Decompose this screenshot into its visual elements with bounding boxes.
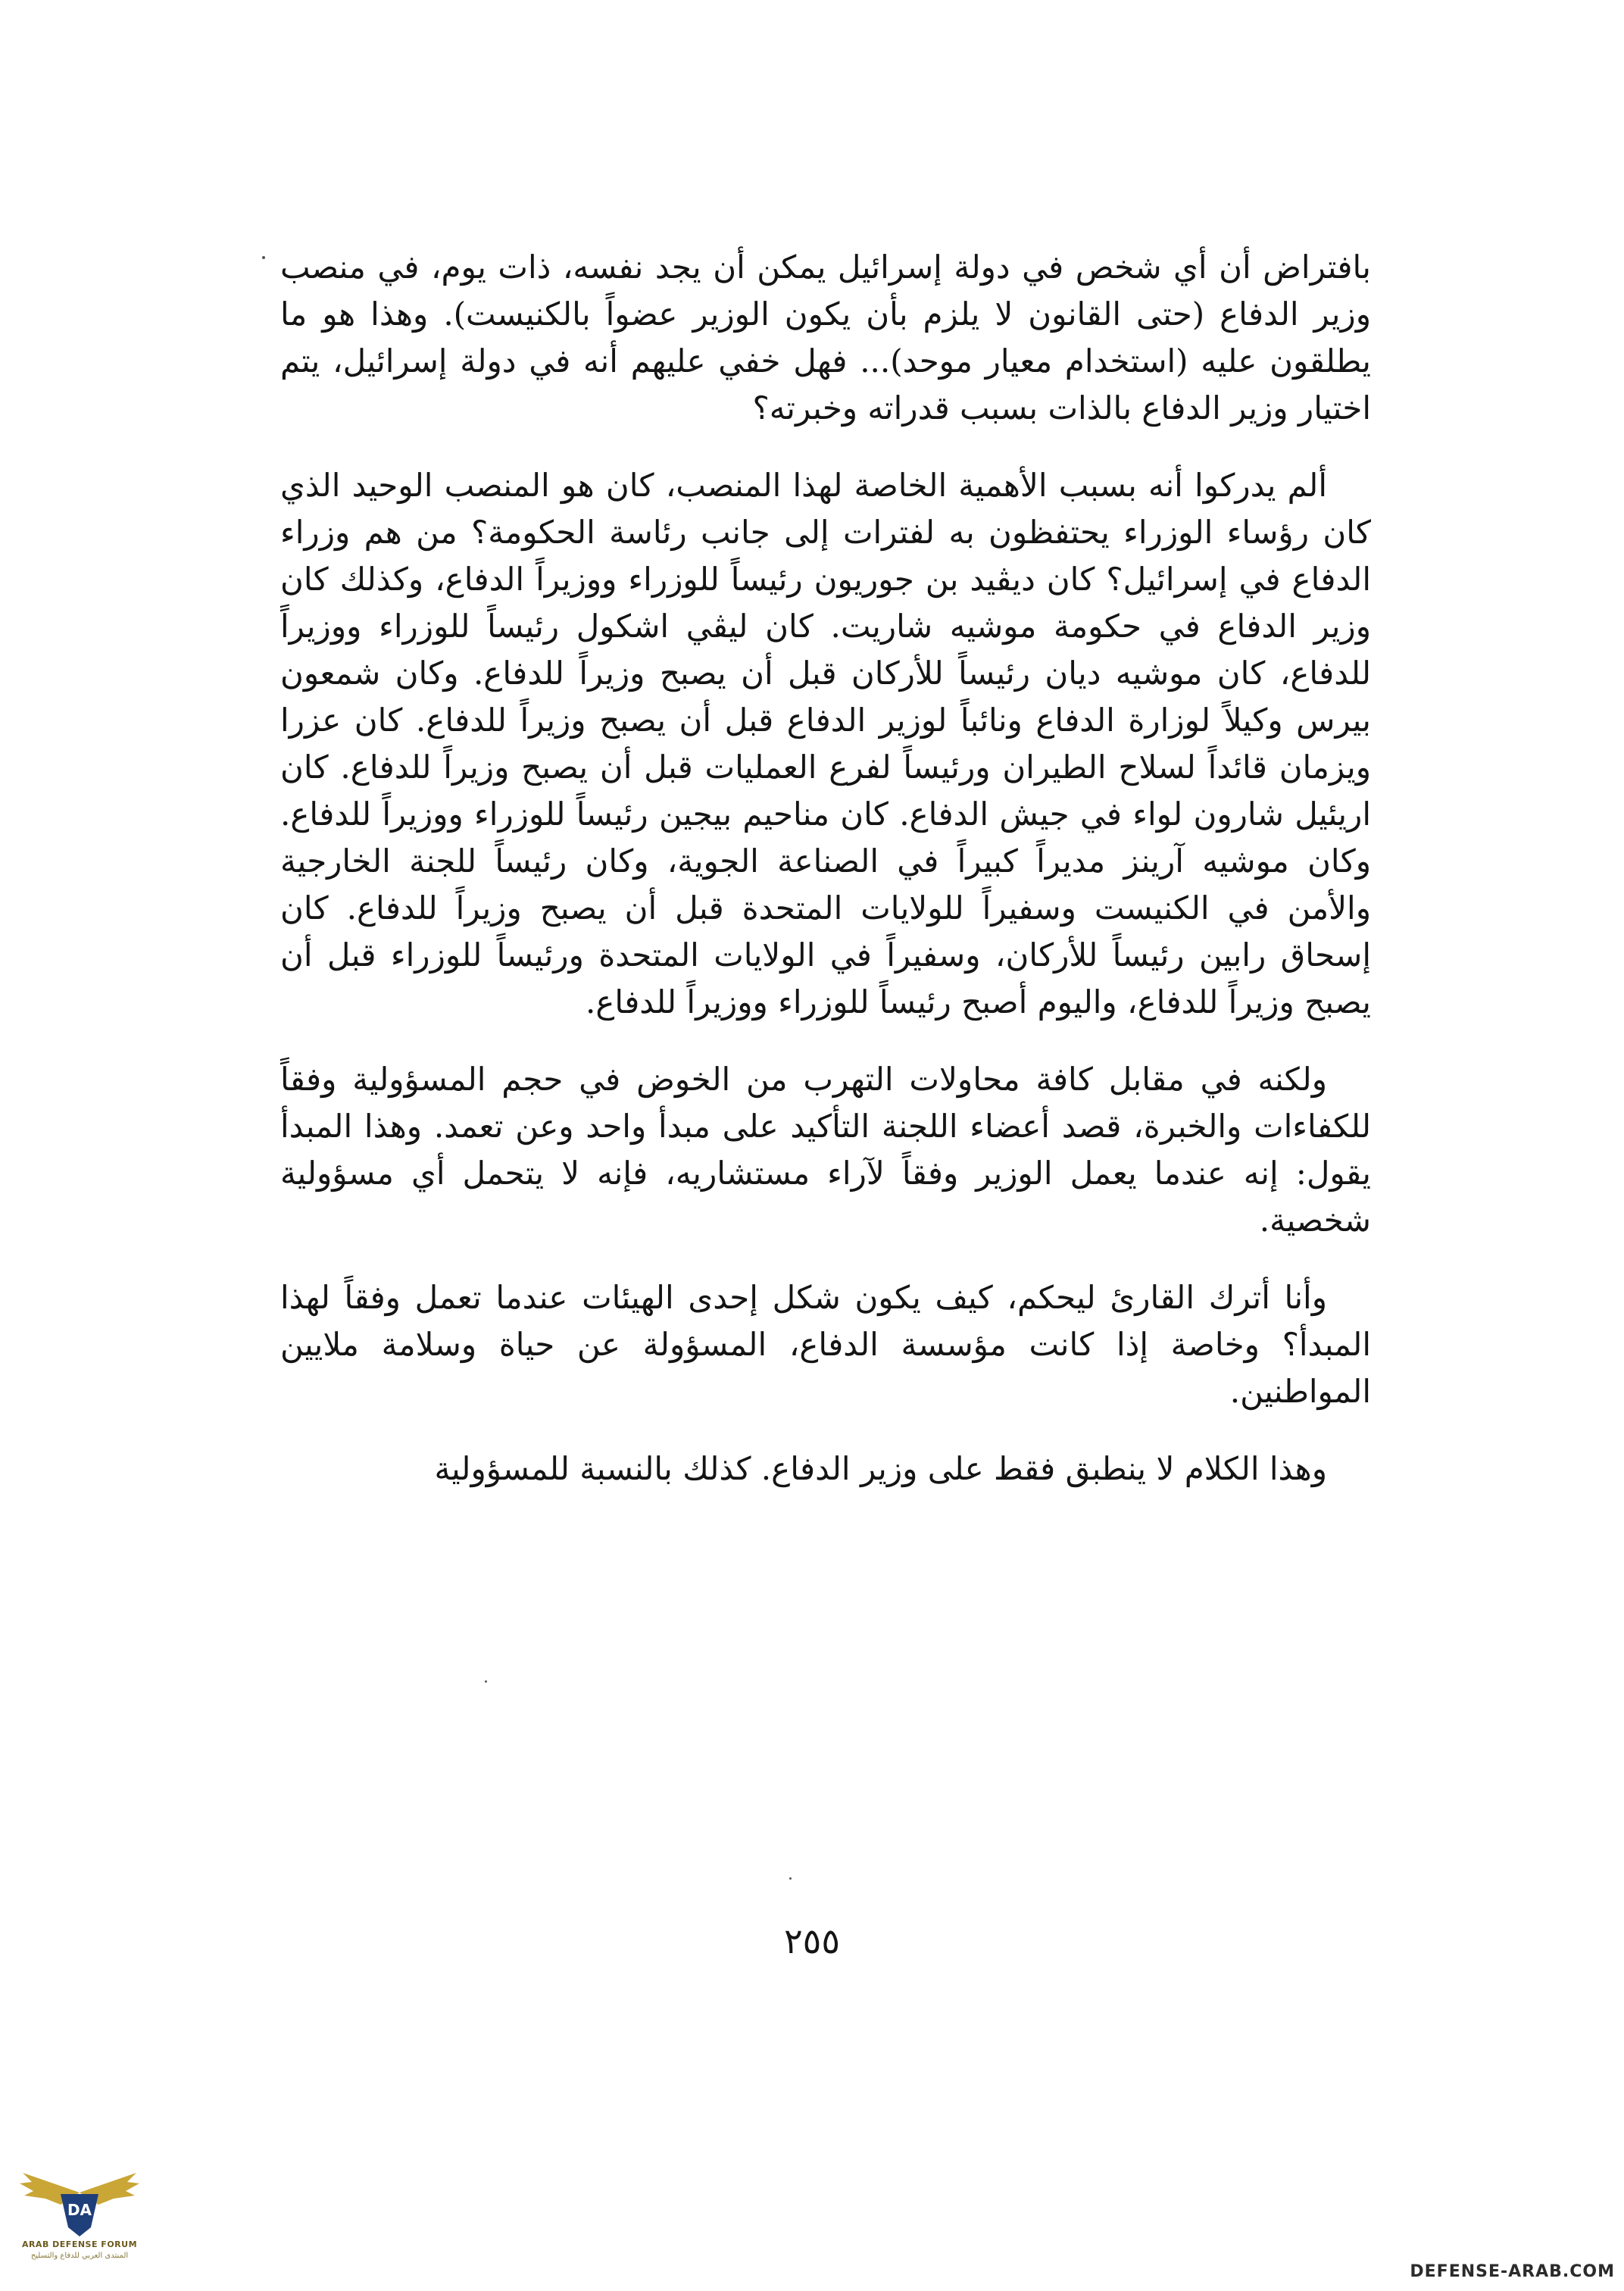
winged-emblem-icon (15, 2167, 144, 2239)
paragraph-4: وأنا أترك القارئ ليحكم، كيف يكون شكل إحدى الهيئات عندما تعمل وفقاً لهذا المبدأ؟ وخاصة إذا كانت مؤسسة الدفاع، المسؤولة عن حياة وسلامة ملايين المواطنين. (280, 1279, 1371, 1410)
page-number: ٢٥٥ (783, 1921, 841, 1961)
logo-title: ARAB DEFENSE FORUM (21, 2239, 138, 2249)
paragraph-3: ولكنه في مقابل كافة محاولات التهرب من الخوض في حجم المسؤولية وفقاً للكفاءات والخبرة، قصد أعضاء اللجنة التأكيد على مبدأ واحد وعن تعمد. وهذا المبدأ يقول: إنه عندما يعمل الوزير وفقاً لآراء مستشاريه، فإنه لا يتحمل أي مسؤولية شخصية. (280, 1061, 1371, 1239)
scan-speck (789, 1877, 792, 1880)
page-body (280, 244, 1371, 1523)
paragraph-1: بافتراض أن أي شخص في دولة إسرائيل يمكن أن يجد نفسه، ذات يوم، في منصب وزير الدفاع (حتى القانون لا يلزم بأن يكون الوزير عضواً بالكنيست). وهذا هو ما يطلقون عليه (استخدام معيار موحد)... فهل خفي عليهم أنه في دولة إسرائيل، يتم اختيار وزير الدفاع بالذات بسبب قدراته وخبرته؟ (280, 248, 1371, 427)
scan-speck (485, 1680, 487, 1683)
paragraph-2: ألم يدركوا أنه بسبب الأهمية الخاصة لهذا المنصب، كان هو المنصب الوحيد الذي كان رؤساء الوزراء يحتفظون به لفترات إلى جانب رئاسة الحكومة؟ من هم وزراء الدفاع في إسرائيل؟ كان ديڤيد بن جوريون رئيساً للوزراء ووزيراً الدفاع، وكذلك كان وزير الدفاع في حكومة موشيه شاريت. كان ليڤي اشكول رئيساً للوزراء ووزيراً للدفاع، كان موشيه ديان رئيساً للأركان قبل أن يصبح وزيراً للدفاع. وكان شمعون بيرس وكيلاً لوزارة الدفاع ونائباً لوزير الدفاع قبل أن يصبح وزيراً للدفاع. كان عزرا ويزمان قائداً لسلاح الطيران ورئيساً لفرع العمليات قبل أن يصبح وزيراً للدفاع. كان اريئيل شارون لواء في جيش الدفاع. كان مناحيم بيجين رئيساً للوزراء ووزيراً للدفاع. وكان موشيه آرينز مديراً كبيراً في الصناعة الجوية، وكان رئيساً للجنة الخارجية والأمن في الكنيست وسفيراً للولايات المتحدة قبل أن يصبح وزيراً للدفاع. كان إسحاق رابين رئيساً للأركان، وسفيراً في الولايات المتحدة ورئيساً للوزراء قبل أن يصبح وزيراً للدفاع، واليوم أصبح رئيساً للوزراء ووزيراً للدفاع. (280, 467, 1371, 1020)
scan-speck (262, 256, 265, 259)
forum-logo (15, 2167, 144, 2280)
paragraph-5: وهذا الكلام لا ينطبق فقط على وزير الدفاع. كذلك بالنسبة للمسؤولية (434, 1450, 1327, 1487)
logo-initials: DA (67, 2201, 92, 2219)
logo-subtitle: المنتدى العربي للدفاع والتسليح (30, 2252, 129, 2260)
site-watermark: DEFENSE-ARAB.COM (1410, 2262, 1615, 2281)
